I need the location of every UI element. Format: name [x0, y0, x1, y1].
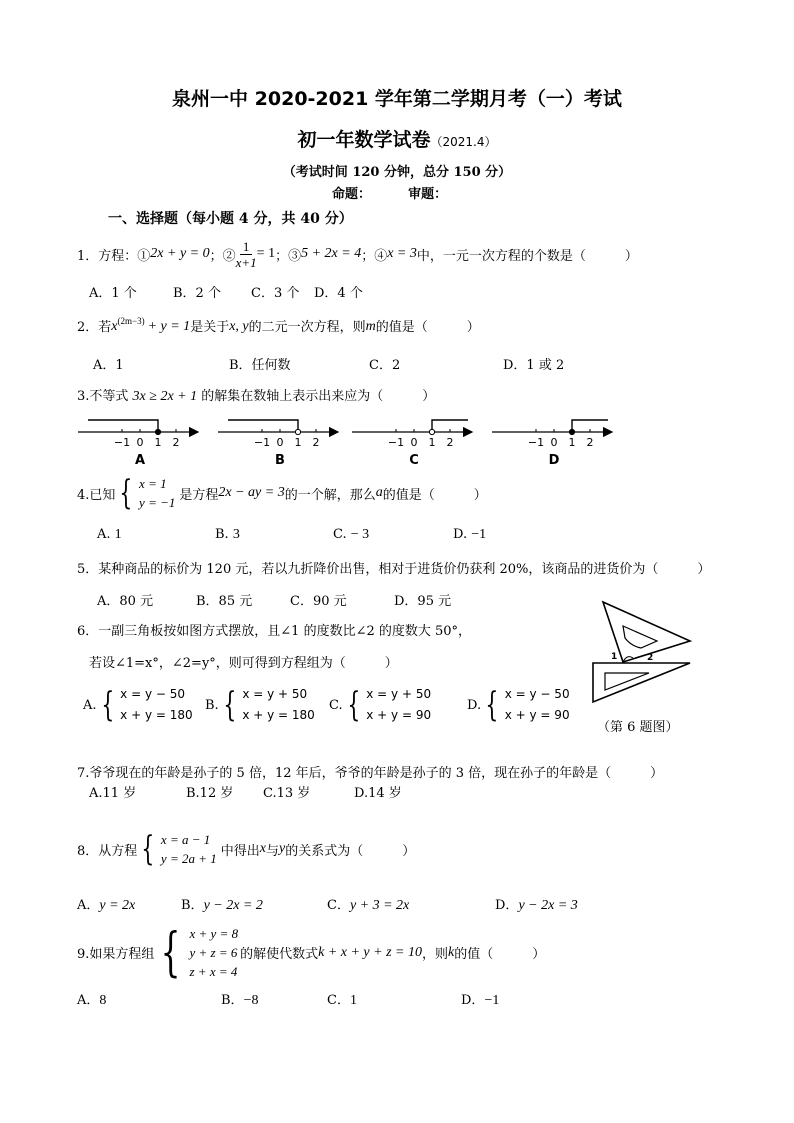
- option-letter: A: [134, 453, 146, 468]
- q8-option-c: C．y + 3 = 2x: [327, 898, 410, 913]
- q1-frac-num: 1: [240, 239, 253, 255]
- option-letter: D: [548, 453, 560, 468]
- q7-options: [89, 782, 402, 801]
- q7-option-d: D.14 岁: [354, 786, 402, 801]
- tick-label: 0: [410, 436, 418, 449]
- question-8: [77, 830, 415, 868]
- q8-and: 与: [265, 843, 279, 859]
- q8-x: x: [259, 841, 266, 856]
- q5-option-c: C．90 元: [290, 594, 347, 609]
- q7-option-a: A.11 岁: [89, 786, 137, 801]
- question-3: [77, 385, 435, 405]
- tick-label: 2: [446, 436, 454, 449]
- tick-label: 0: [136, 436, 144, 449]
- q2-option-a: A．1: [93, 358, 124, 373]
- q5-option-b: B．85 元: [196, 594, 253, 609]
- q9-middle: 的解使代数式: [240, 947, 319, 962]
- q3-suffix: 的解集在数轴上表示出来应为（ ）: [201, 389, 436, 404]
- q4-option-b: B. 3: [215, 527, 240, 542]
- question-4: [77, 474, 487, 512]
- q1-eq1: 2x + y = 0: [150, 246, 210, 261]
- q4-equation: 2x − ay = 3: [218, 485, 285, 500]
- q4-options: [97, 527, 486, 543]
- tick-label: 2: [312, 436, 320, 449]
- closed-point: [569, 429, 574, 434]
- tick-label: 2: [172, 436, 180, 449]
- q3-inequality: 3x ≥ 2x + 1: [132, 389, 198, 404]
- q8-option-d: D．y − 2x = 3: [495, 898, 578, 913]
- q9-option-d: D．−1: [461, 993, 500, 1008]
- q5-option-a: A．80 元: [97, 594, 154, 609]
- q9-sys-line-2: y + z = 6: [189, 945, 238, 960]
- q6-option-a: A. { x = y − 50 x + y = 180: [83, 685, 193, 725]
- q1-option-a: A．1 个: [89, 286, 137, 301]
- q6-figure-caption: （第 6 题图）: [597, 720, 679, 735]
- q2-option-d: D．1 或 2: [503, 358, 565, 373]
- q4-system-lines: [139, 474, 175, 512]
- q4-option-c: C. − 3: [333, 527, 370, 542]
- q2-suffix: 的值是（ ）: [375, 320, 480, 335]
- q1-eq3: 5 + 2x = 4: [301, 246, 362, 261]
- q4-sys-line-1: x = 1: [139, 476, 167, 491]
- q9-system-lines: [190, 924, 239, 981]
- q1-options: [89, 282, 363, 301]
- q2-vars: x, y: [229, 319, 249, 334]
- tick-label: −1: [253, 436, 271, 449]
- section-heading: 一、选择题（每小题 4 分，共 40 分）: [108, 211, 353, 227]
- q9-sys-line-3: z + x = 4: [189, 964, 238, 979]
- q4-option-d: D. −1: [453, 527, 487, 542]
- open-point: [429, 429, 434, 434]
- subtitle-main: 初一年数学试卷: [297, 129, 431, 151]
- q2-prefix: 2．若: [77, 320, 112, 335]
- option-letter: B: [275, 453, 285, 468]
- q3-prefix: 3.不等式: [77, 389, 129, 404]
- q1-option-c: C．3 个: [251, 286, 300, 301]
- q6-triangle-figure: [585, 596, 695, 716]
- subtitle-date: （2021.4）: [430, 135, 497, 149]
- number-line-d: [492, 420, 612, 468]
- q1-option-b: B．2 个: [173, 286, 221, 301]
- q1-suffix: 中，一元一次方程的个数是（ ）: [416, 248, 638, 264]
- q2-m: m: [365, 319, 376, 334]
- tick-label: −1: [387, 436, 405, 449]
- q1-eq4: x = 3: [387, 246, 417, 261]
- q9-option-b: B．−8: [221, 993, 259, 1008]
- q5-options: [97, 590, 451, 609]
- q2-option-c: C．2: [369, 358, 401, 373]
- q4-suffix: 的值是（ ）: [382, 487, 487, 503]
- tick-label: −1: [527, 436, 545, 449]
- q8-system: [137, 830, 216, 868]
- q6-options: [83, 684, 570, 726]
- q2-exponent: (2m−3): [117, 316, 145, 326]
- q9-option-a: A．8: [77, 993, 107, 1008]
- q1-sep4: ；④: [361, 248, 388, 264]
- closed-point: [155, 429, 160, 434]
- q8-brace: {: [141, 829, 155, 869]
- question-6-line-2: 若设∠1=x°，∠2=y°，则可得到方程组为（ ）: [89, 656, 398, 671]
- exam-info: （考试时间 120 分钟，总分 150 分）: [282, 165, 512, 180]
- q8-options: [77, 894, 578, 914]
- q9-option-c: C．1: [327, 993, 357, 1008]
- tick-label: 1: [568, 436, 576, 449]
- q6-set-square-lower: [593, 663, 690, 702]
- q4-option-a: A. 1: [97, 527, 122, 542]
- q2-base: x: [111, 319, 118, 334]
- q9-system: [154, 924, 238, 981]
- question-6-line-1: 6．一副三角板按如图方式摆放，且∠1 的度数比∠2 的度数大 50°，: [77, 624, 472, 639]
- q3-number-lines: [70, 410, 630, 468]
- q8-option-b: B．y − 2x = 2: [181, 898, 263, 913]
- q5-option-d: D．95 元: [394, 594, 452, 609]
- q8-sys-line-2: y = 2a + 1: [160, 851, 217, 866]
- number-line-c: [352, 420, 472, 468]
- question-1: [77, 234, 638, 274]
- q8-system-lines: [161, 830, 217, 868]
- q9-suffix: 的值（ ）: [454, 947, 546, 962]
- q8-middle: 中得出: [220, 843, 260, 859]
- q1-fraction: [236, 239, 257, 270]
- tick-label: 2: [586, 436, 594, 449]
- q9-options: [77, 989, 499, 1009]
- tick-label: 0: [276, 436, 284, 449]
- q2-option-b: B．任何数: [229, 358, 291, 373]
- q2-middle: 是关于: [190, 320, 230, 335]
- q9-prefix: 9.如果方程组: [77, 947, 155, 962]
- q2-eq: + y = 1: [147, 319, 191, 334]
- option-letter: C: [409, 453, 419, 468]
- q9-sys-line-1: x + y = 8: [189, 926, 239, 941]
- q9-middle2: ，则: [422, 947, 449, 962]
- staff-line: [332, 183, 447, 202]
- number-line-b: [218, 420, 338, 468]
- question-7: 7.爷爷现在的年龄是孙子的 5 倍，12 年后，爷爷的年龄是孙子的 3 倍，现在孙子的年龄是（ ）: [77, 766, 664, 781]
- q8-suffix: 的关系式为（ ）: [285, 843, 416, 859]
- q6-angle-1-label: 1: [611, 652, 618, 662]
- q6-option-c: C. { x = y + 50 x + y = 90: [329, 685, 432, 725]
- proposer-label: 命题：: [332, 187, 372, 202]
- exam-title: 泉州一中 2020-2021 学年第二学期月考（一）考试: [172, 88, 622, 110]
- q4-system: [115, 474, 175, 512]
- q4-middle2: 的一个解，那么: [284, 487, 376, 503]
- q1-sep3: ；③: [275, 248, 302, 264]
- question-2: [77, 316, 480, 335]
- q2-options: [93, 354, 564, 373]
- open-point: [295, 429, 300, 434]
- tick-label: −1: [113, 436, 131, 449]
- question-9: [77, 924, 545, 981]
- q4-prefix: 4.已知: [77, 487, 116, 503]
- tick-label: 0: [550, 436, 558, 449]
- q8-option-a: A．y = 2x: [77, 898, 136, 913]
- q4-brace: {: [119, 473, 133, 513]
- q1-frac-den: x+1: [235, 254, 257, 270]
- solution-ray: [88, 420, 158, 429]
- paper-subtitle: [0, 125, 794, 152]
- q4-middle: 是方程: [179, 487, 219, 503]
- q9-k: k: [448, 944, 455, 960]
- solution-ray: [228, 420, 298, 429]
- tick-label: 1: [428, 436, 436, 449]
- q4-a: a: [375, 485, 383, 500]
- q1-option-d: D．4 个: [314, 286, 363, 301]
- number-line-a: [78, 420, 198, 468]
- q1-sep2: ；②: [209, 248, 236, 264]
- question-5: 5．某种商品的标价为 120 元，若以九折降价出售，相对于进货价仍获利 20%，该商品的进货价为（ ）: [77, 562, 711, 577]
- q4-sys-line-2: y = −1: [139, 495, 176, 510]
- q8-y: y: [279, 841, 286, 856]
- solution-ray: [572, 420, 608, 429]
- q7-option-c: C.13 岁: [263, 786, 311, 801]
- q8-prefix: 8．从方程: [77, 843, 138, 859]
- tick-label: 1: [154, 436, 162, 449]
- q9-brace: {: [161, 922, 181, 983]
- q2-middle2: 的二元一次方程，则: [248, 320, 366, 335]
- q8-sys-line-1: x = a − 1: [160, 832, 211, 847]
- q1-prefix: 1．方程：①: [77, 248, 151, 264]
- q6-option-d: D. { x = y − 50 x + y = 90: [467, 685, 570, 725]
- q7-option-b: B.12 岁: [186, 786, 234, 801]
- q9-expression: k + x + y + z = 10: [318, 944, 422, 960]
- solution-ray: [432, 420, 468, 429]
- tick-label: 1: [294, 436, 302, 449]
- q6-option-b: B. { x = y + 50 x + y = 180: [205, 685, 315, 725]
- reviewer-label: 审题：: [408, 187, 448, 202]
- q1-frac-rhs: = 1: [256, 246, 276, 261]
- q6-angle-2-label: 2: [647, 653, 654, 663]
